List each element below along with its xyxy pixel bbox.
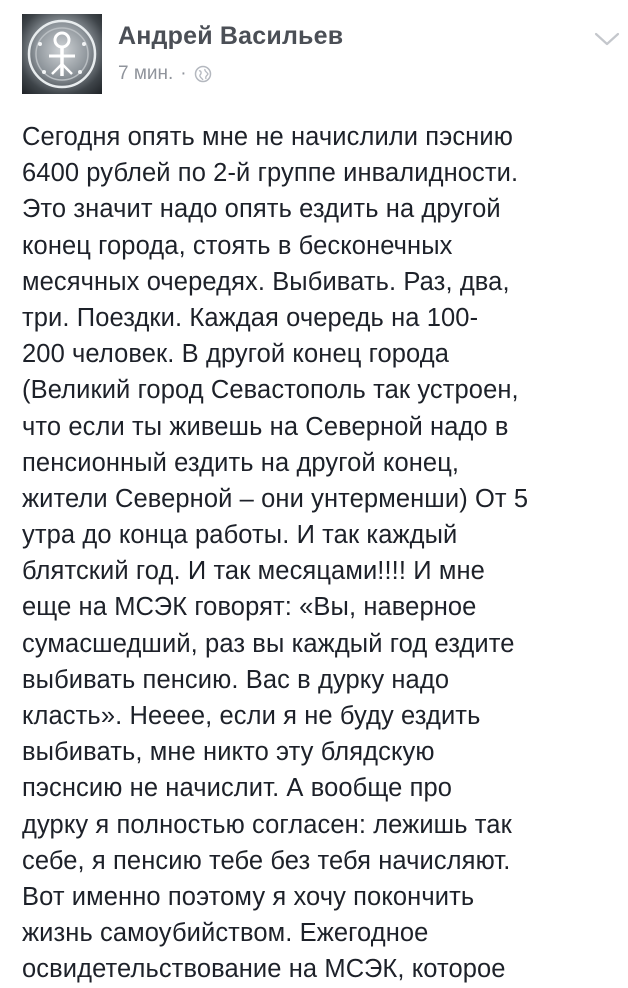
post-text-line: выбивать пенсию. Вас в дурку надо	[22, 665, 450, 694]
post-text-line: освидетельствование на МСЭК, которое	[22, 955, 506, 984]
post-text-line: дурку я полностью согласен: лежишь так	[22, 810, 512, 839]
post-text-line: 6400 рублей по 2-й группе инвалидности.	[22, 159, 519, 188]
post-text-line: еще на МСЭК говорят: «Вы, наверное	[22, 593, 477, 622]
post-meta	[118, 63, 212, 85]
post-text-line: Это значит надо опять ездить на другой	[22, 195, 501, 224]
post-text-line: три. Поездки. Каждая очередь на 100-	[22, 303, 479, 332]
globe-icon[interactable]	[194, 65, 212, 83]
coin-symbol-icon	[22, 14, 102, 94]
post-text-line: пенсионный ездить на другой конец,	[22, 448, 460, 477]
post-text-line: месячных очередях. Выбивать. Раз, два,	[22, 267, 510, 296]
post-time[interactable]: 7 мин.	[118, 63, 174, 84]
post-text-line: что если ты живешь на Северной надо в	[22, 412, 509, 441]
meta-separator: ·	[180, 63, 187, 84]
post-text-line: сумасшедший, раз вы каждый год ездите	[22, 629, 515, 658]
post-text-line: пэснсию не начислит. А вообще про	[22, 774, 453, 803]
post-text-line: Сегодня опять мне не начислили пэснию	[22, 123, 513, 151]
post-text-line: (Великий город Севастополь так устроен,	[22, 376, 519, 405]
post-text-line: себе, я пенсию тебе без тебя начисляют.	[22, 846, 511, 875]
author-name[interactable]: Андрей Васильев	[118, 22, 344, 50]
post-text-line: конец города, стоять в бесконечных	[22, 231, 453, 260]
post-text-line: блятский год. И так месяцами!!!! И мне	[22, 557, 485, 586]
post-text-line: жители Северной – они унтерменши) От 5	[22, 484, 529, 513]
post-text-line: Вот именно поэтому я хочу покончить	[22, 882, 475, 911]
post-text	[22, 119, 622, 988]
post-text-line: 200 человек. В другой конец города	[22, 340, 450, 369]
post-header	[0, 0, 628, 110]
post-text-line: класть». Нееее, если я не буду ездить	[22, 702, 481, 730]
avatar[interactable]	[22, 14, 102, 94]
post-text-line: утра до конца работы. И так каждый	[22, 521, 458, 550]
post-text-line: жизнь самоубийством. Ежегодное	[22, 919, 429, 948]
post-text-line: выбивать, мне никто эту блядскую	[22, 738, 435, 767]
chevron-down-icon[interactable]	[594, 30, 620, 48]
